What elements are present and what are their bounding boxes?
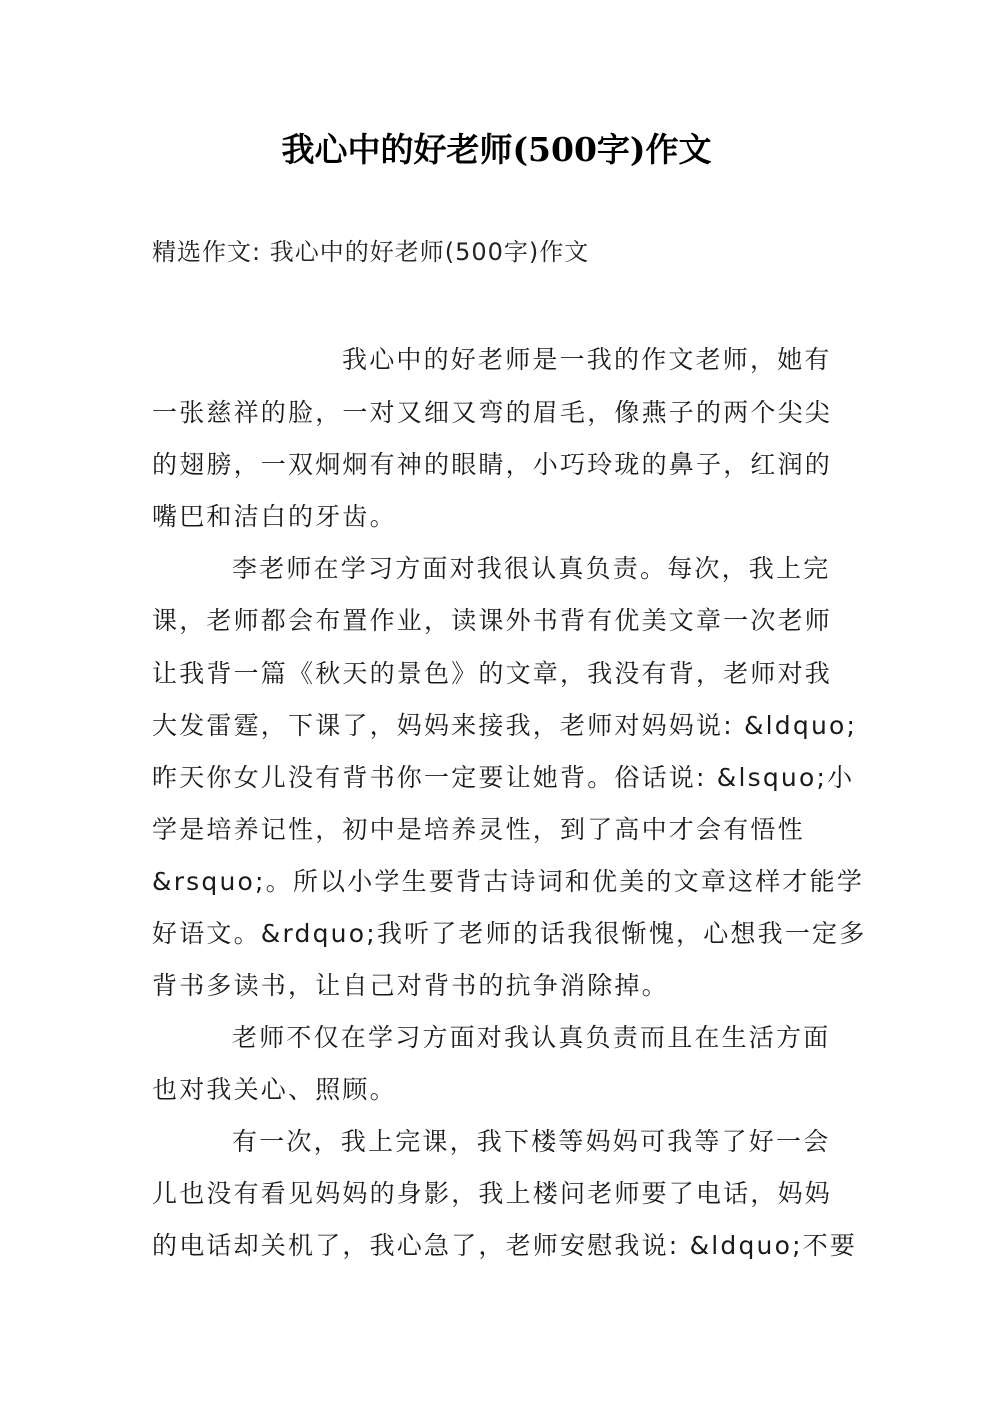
text-line: 一张慈祥的脸，一对又细又弯的眉毛，像燕子的两个尖尖: [152, 398, 833, 427]
text-line: 学是培养记性，初中是培养灵性，到了高中才会有悟性: [152, 815, 805, 844]
text-line: 老师不仅在学习方面对我认真负责而且在生活方面: [232, 1023, 831, 1052]
text-line: 儿也没有看见妈妈的身影，我上楼问老师要了电话，妈妈: [152, 1179, 833, 1208]
text-line: 背书多读书，让自己对背书的抗争消除掉。: [152, 971, 669, 1000]
text-line: 我心中的好老师是一我的作文老师，她有: [342, 345, 832, 374]
text-line: 大发雷霆，下课了，妈妈来接我，老师对妈妈说: &ldquo;: [152, 711, 858, 740]
text-line: 课，老师都会布置作业，读课外书背有优美文章一次老师: [152, 606, 833, 635]
text-line: 好语文。&rdquo;我听了老师的话我很惭愧，心想我一定多: [152, 919, 867, 948]
document-title: 我心中的好老师(500字)作文: [281, 130, 712, 169]
text-line: 的翅膀，一双炯炯有神的眼睛，小巧玲珑的鼻子，红润的: [152, 450, 833, 479]
text-line: 昨天你女儿没有背书你一定要让她背。俗话说: &lsquo;小: [152, 763, 855, 792]
text-line: &rsquo;。所以小学生要背古诗词和优美的文章这样才能学: [152, 867, 865, 896]
text-line: 的电话却关机了，我心急了，老师安慰我说: &ldquo;不要: [152, 1231, 858, 1260]
text-line: 有一次，我上完课，我下楼等妈妈可我等了好一会: [232, 1127, 831, 1156]
text-line: 李老师在学习方面对我很认真负责。每次，我上完: [232, 554, 831, 583]
text-line: 嘴巴和洁白的牙齿。: [152, 502, 397, 531]
text-line: 也对我关心、照顾。: [152, 1075, 397, 1104]
document-subtitle: 精选作文: 我心中的好老师(500字)作文: [152, 238, 590, 266]
text-line: 让我背一篇《秋天的景色》的文章，我没有背，老师对我: [152, 659, 833, 688]
